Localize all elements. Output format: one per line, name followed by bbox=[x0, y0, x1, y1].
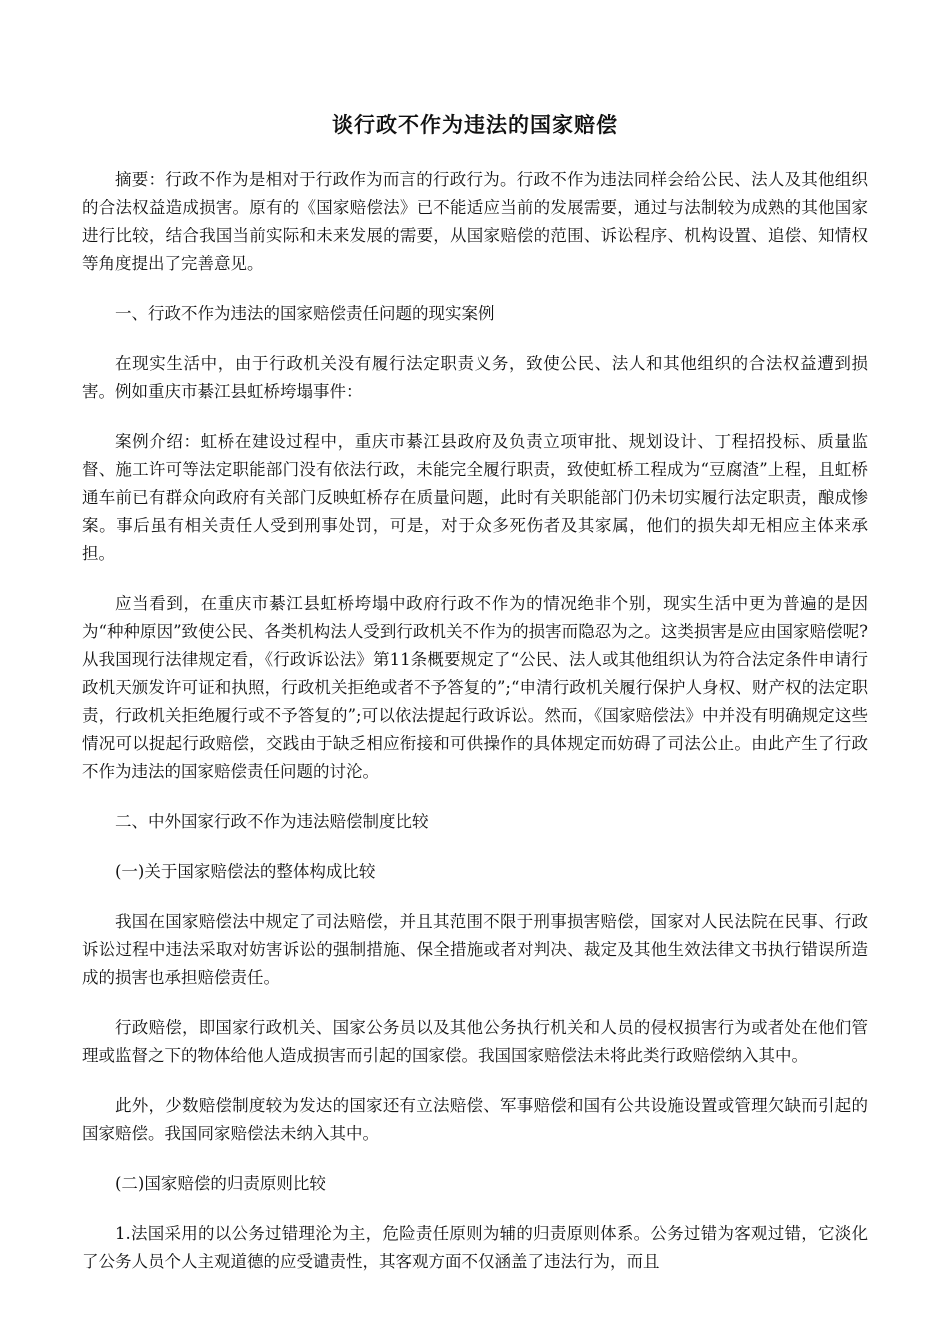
body-paragraph: 行政赔偿，即国家行政机关、国家公务员以及其他公务执行机关和人员的侵权损害行为或者处在他们管理或监督之下的物体给他人造成损害而引起的国家偿。我国国家赔偿法未将此类行政赔偿纳入其中。 bbox=[82, 1018, 868, 1065]
subsection-heading-1: (一)关于国家赔偿法的整体构成比较 bbox=[115, 862, 376, 881]
body-paragraph: 1.法国采用的以公务过错理沦为主，危险责任原则为辅的归责原则体系。公务过错为客观过错，它淡化了公务人员个人主观道德的应受谴责性，其客观方面不仅涵盖了违法行为，而且 bbox=[82, 1224, 868, 1271]
body-paragraph: 我国在国家赔偿法中规定了司法赔偿，并且其范围不限于刑事损害赔偿，国家对人民法院在民事、行政诉讼过程中违法采取对妨害诉讼的强制措施、保全措施或者对判决、裁定及其他生效法律文书执行错误所造成的损害也承担赔偿责任。 bbox=[82, 912, 868, 987]
body-paragraph: 此外，少数赔偿制度较为发达的国家还有立法赔偿、军事赔偿和国有公共设施设置或管理欠缺而引起的国家赔偿。我国同家赔偿法未纳入其中。 bbox=[82, 1096, 868, 1143]
body-paragraph: 应当看到，在重庆市綦江县虹桥垮塌中政府行政不作为的情况绝非个别，现实生活中更为普遍的是因为“种种原因”致使公民、各类机构法人受到行政机关不作为的损害而隐忍为之。这类损害是应由国家赔偿呢?从我国现行法律规定看，《行政诉讼法》第11条概要规定了“公民、法人或其他组织认为符合法定条件申请行政机天颁发许可证和执照，行政机关拒绝或者不予答复的”;“申清行政机关履行保护人身权、财产权的法定职责，行政机关拒绝履行或不予答复的”;可以依法提起行政诉讼。然而，《国家赔偿法》中并没有明确规定这些情况可以捉起行政赔偿，交践由于缺乏相应衔接和可供操作的具体规定而妨碍了司法公止。由此产生了行政不作为违法的国家赔偿责任问题的讨沦。 bbox=[82, 594, 868, 781]
section-heading-1: 一、行政不作为违法的国家赔偿责任问题的现实案例 bbox=[115, 304, 495, 323]
document-page bbox=[82, 110, 868, 1276]
document-title: 谈行政不作为违法的国家赔偿 bbox=[332, 113, 618, 137]
body-paragraph: 在现实生活中，由于行政机关没有履行法定职责义务，致使公民、法人和其他组织的合法权益遭到损害。例如重庆市綦江县虹桥垮塌事件： bbox=[82, 354, 868, 401]
abstract-paragraph: 摘要：行政不作为是相对于行政作为而言的行政行为。行政不作为违法同样会给公民、法人及其他组织的合法权益造成损害。原有的《国家赔偿法》已不能适应当前的发展需要，通过与法制较为成熟的其他国家进行比较，结合我国当前实际和未来发展的需要，从国家赔偿的范围、诉讼程序、机构设置、追偿、知情权等角度提出了完善意见。 bbox=[82, 170, 868, 273]
case-paragraph: 案例介绍：虹桥在建设过程中，重庆市綦江县政府及负责立项审批、规划设计、丁程招投标、质量监督、施工许可等法定职能部门没有依法行政，未能完全履行职责，致使虹桥工程成为“豆腐渣”上程，且虹桥通车前已有群众向政府有关部门反映虹桥存在质量问题，此时有关职能部门仍未切实履行法定职责，酿成惨案。事后虽有相关责任人受到刑事处罚，可是，对于众多死伤者及其家属，他们的损失却无相应主体来承担。 bbox=[82, 432, 868, 563]
subsection-heading-2: (二)国家赔偿的归责原则比较 bbox=[115, 1174, 326, 1193]
section-heading-2: 二、中外国家行政不作为违法赔偿制度比较 bbox=[115, 812, 429, 831]
